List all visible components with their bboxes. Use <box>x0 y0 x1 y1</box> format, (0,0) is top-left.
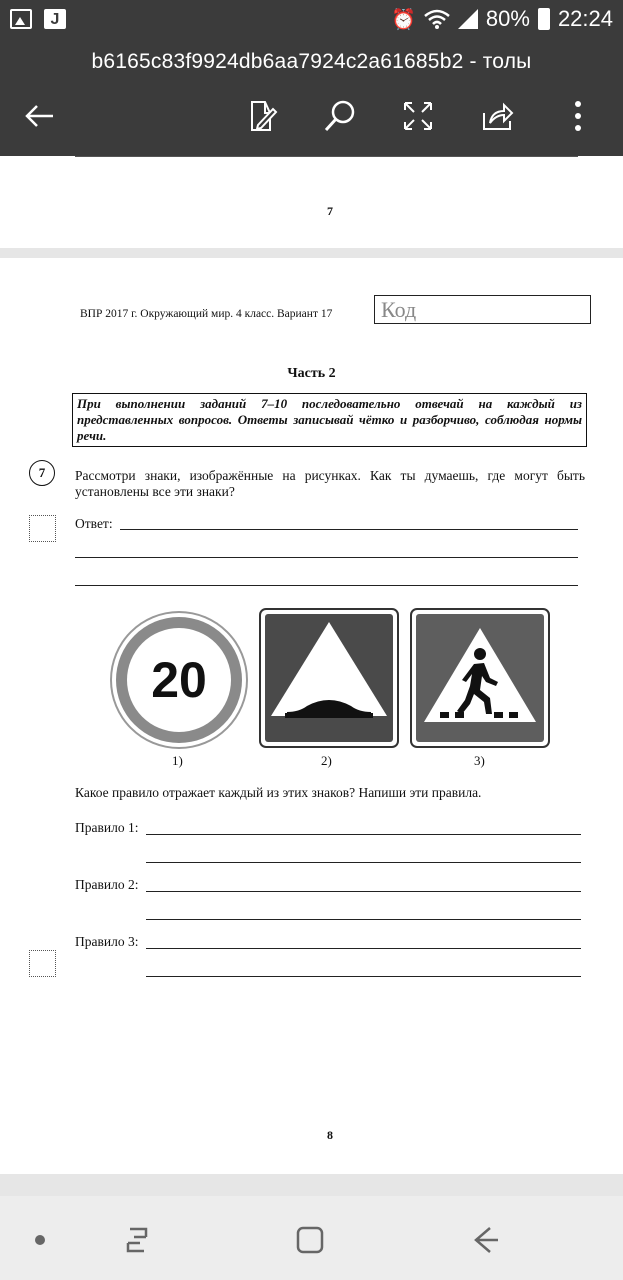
recent-apps-icon <box>120 1223 154 1257</box>
instructions-box: При выполнении заданий 7–10 последовательно отвечай на каждый из представленных вопросов. Ответы записывай чётко и разборчиво, соблюдая нормы речи. <box>72 393 587 447</box>
code-box <box>374 295 591 324</box>
home-button[interactable] <box>290 1220 330 1260</box>
sign-caption: 2) <box>321 753 332 768</box>
rules-question: Какое правило отражает каждый из этих знаков? Напиши эти правила. <box>75 785 482 800</box>
code-label: Код <box>381 297 417 322</box>
sign-caption: 1) <box>172 753 183 768</box>
rule-line <box>146 862 581 863</box>
wifi-icon <box>424 9 450 29</box>
speed-limit-value: 20 <box>151 652 207 708</box>
j-app-icon: J <box>44 9 66 29</box>
answer-line <box>120 529 578 530</box>
signal-icon <box>458 9 478 29</box>
back-button[interactable] <box>18 94 62 138</box>
app-bar <box>0 42 623 156</box>
score-box <box>29 515 56 542</box>
rule-line <box>146 919 581 920</box>
search-icon <box>323 99 357 133</box>
clock: 22:24 <box>557 6 613 31</box>
image-icon <box>10 9 32 29</box>
battery-icon <box>538 8 550 30</box>
rule-line <box>146 948 581 949</box>
page-header: ВПР 2017 г. Окружающий мир. 4 класс. Вариант 17 <box>80 308 333 320</box>
fullscreen-button[interactable] <box>396 94 440 138</box>
answer-line <box>75 557 578 558</box>
toolbar <box>0 94 623 144</box>
speed-limit-sign <box>108 610 250 750</box>
rule-line <box>146 976 581 977</box>
back-arrow-icon <box>23 99 57 133</box>
pedestrian-crossing-sign <box>410 608 550 748</box>
recent-apps-button[interactable] <box>117 1220 157 1260</box>
battery-level: 80% <box>485 6 530 31</box>
rule-line <box>146 891 581 892</box>
sign-caption: 3) <box>474 753 485 768</box>
more-options-button[interactable] <box>556 94 600 138</box>
score-box <box>29 950 56 977</box>
answer-label: Ответ: <box>75 516 113 531</box>
document-title: b6165c83f9924db6aa7924c2a61685b2 - толы <box>91 50 532 73</box>
rule-line <box>146 834 581 835</box>
task-number: 7 <box>29 460 55 486</box>
page-rule <box>75 156 578 157</box>
part-title: Часть 2 <box>287 366 336 381</box>
page-7-bottom <box>0 156 623 248</box>
rule-label: Правило 2: <box>75 877 139 892</box>
edit-button[interactable] <box>240 94 284 138</box>
nav-dot[interactable] <box>20 1220 60 1260</box>
edit-icon <box>245 99 279 133</box>
search-button[interactable] <box>318 94 362 138</box>
dot-icon <box>34 1234 46 1246</box>
status-bar <box>0 0 623 42</box>
answer-line <box>75 585 578 586</box>
page-number: 7 <box>327 204 333 218</box>
fullscreen-icon <box>401 99 435 133</box>
speed-bump-sign <box>259 608 399 748</box>
page-number: 8 <box>327 1128 333 1142</box>
share-icon <box>480 99 514 133</box>
more-vert-icon <box>561 99 595 133</box>
home-icon <box>293 1223 327 1257</box>
question-text: Рассмотри знаки, изображённые на рисунках. Как ты думаешь, где могут быть установлены все эти знаки? <box>75 468 585 499</box>
rule-label: Правило 3: <box>75 934 139 949</box>
alarm-icon: ⏰ <box>390 8 416 31</box>
back-nav-button[interactable] <box>465 1220 505 1260</box>
back-icon <box>468 1223 502 1257</box>
page-8 <box>0 258 623 1174</box>
rule-label: Правило 1: <box>75 820 139 835</box>
navigation-bar <box>0 1196 623 1280</box>
share-button[interactable] <box>475 94 519 138</box>
